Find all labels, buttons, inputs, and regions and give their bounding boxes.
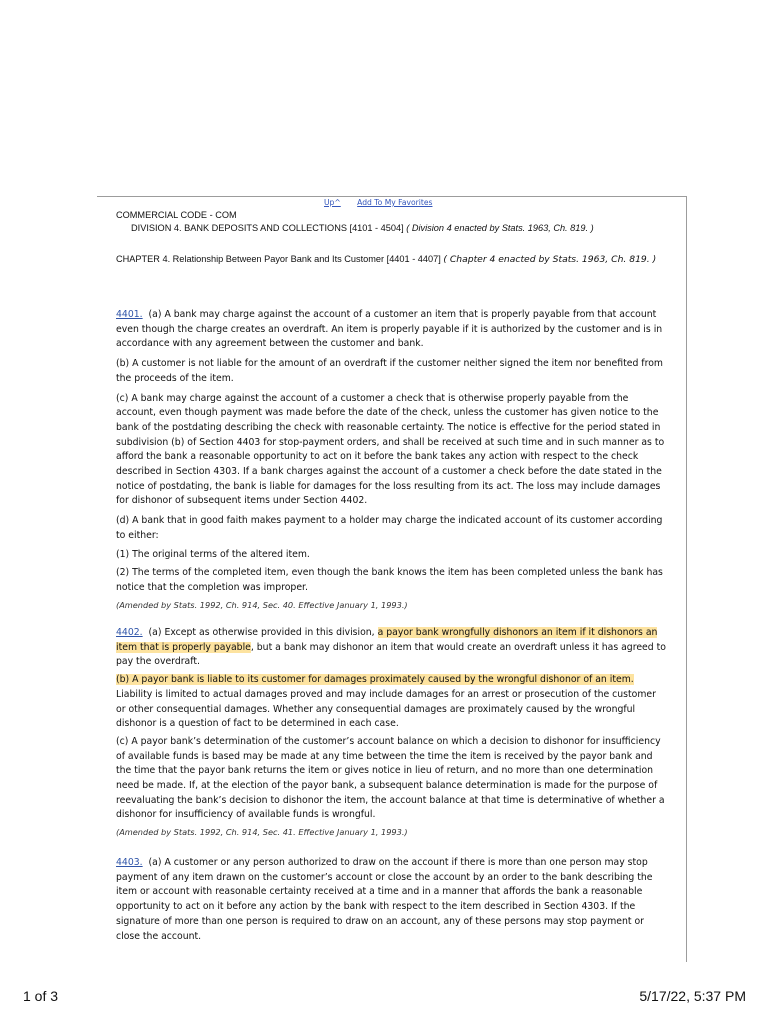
section-4403-link[interactable]: 4403. [116,857,143,868]
page-counter: 1 of 3 [23,988,59,1004]
section-4401-b: (b) A customer is not liable for the amount of an overdraft if the customer neither signed the item nor benefited from the proceeds of the item. [116,358,663,384]
section-4401-a-text: (a) A bank may charge against the account of a customer an item that is properly payable from that account even though the charge creates an overdraft. An item is properly payable if it is authorized by the customer and is in accordance with any agreement between the customer and bank. [116,309,663,350]
document-frame [97,196,687,962]
section-4402-b-highlight: (b) A payor bank is liable to its customer for damages proximately caused by the wrongful dishonor of an item. [116,674,634,686]
section-4402-amendment: (Amended by Stats. 1992, Ch. 914, Sec. 41. Effective January 1, 1993.) [116,827,408,838]
chapter-label: CHAPTER 4. Relationship Between Payor Bank and Its Customer [4401 - 4407] [116,254,441,264]
section-4403 [116,856,668,944]
top-links [324,198,484,208]
section-4403-a [116,856,668,944]
up-link[interactable]: Up^ [324,198,341,207]
section-4402 [116,626,668,840]
section-4402-c: (c) A payor bank’s determination of the customer’s account balance on which a decision to dishonor for insufficiency of available funds is based may be made at any time between the time the item is received by the payor bank and the time that the payor bank returns the item or gives notice in lieu of return, and no more than one determination need be made. If, at the election of the payor bank, a subsequent balance determination is made for the purpose of reevaluating the bank’s decision to dishonor the item, the account balance at that time is determinative of whether a dishonor for insufficiency of available funds is wrongful. [116,735,665,821]
section-4401-d2: (2) The terms of the completed item, even though the bank knows the item has been completed unless the bank has notice that the completion was improper. [116,567,663,593]
section-4401-link[interactable]: 4401. [116,309,143,320]
section-4402-b [116,673,668,732]
division-note: ( Division 4 enacted by Stats. 1963, Ch. 819. ) [406,223,594,233]
section-4402-a [116,626,668,670]
chapter-title [116,252,668,267]
division-title [116,222,668,235]
section-4401 [116,308,668,612]
section-4401-amendment: (Amended by Stats. 1992, Ch. 914, Sec. 40. Effective January 1, 1993.) [116,599,408,610]
chapter-note: ( Chapter 4 enacted by Stats. 1963, Ch. 819. ) [443,254,657,265]
section-4401-d1: (1) The original terms of the altered item. [116,548,310,560]
section-4403-a-text: (a) A customer or any person authorized to draw on the account if there is more than one person may stop payment of any item drawn on the customer’s account or close the account by an order to the bank describing the item or account with reasonable certainty received at a time and in a manner that affords the bank a reasonable opportunity to act on it before any action by the bank with respect to the item described in Section 4303. If the signature of more than one person is required to draw on an account, any of these persons may stop payment or close the account. [116,857,653,942]
section-4402-a-highlight: a payor bank wrongfully dishonors an item if it dishonors an item that is properly payable [116,627,658,653]
print-timestamp: 5/17/22, 5:37 PM [639,988,746,1004]
section-4401-c: (c) A bank may charge against the account of a customer a check that is otherwise properly payable from the account, even though payment was made before the date of the check, unless the customer has given notice to the bank of the postdating describing the check with reasonable certainty. The notice is effective for the period stated in subdivision (b) of Section 4403 for stop-payment orders, and shall be received at such time and in such manner as to afford the bank a reasonable opportunity to act on it before the bank takes any action with respect to the check described in Section 4303. If a bank charges against the account of a customer a check before the date stated in the notice of postdating, the bank is liable for damages for the loss resulting from its act. The loss may include damages for dishonor of subsequent items under Section 4402. [116,392,665,507]
division-label: DIVISION 4. BANK DEPOSITS AND COLLECTIONS [4101 - 4504] [131,223,404,233]
section-4401-a [116,308,668,352]
add-to-favorites-link[interactable]: Add To My Favorites [357,198,433,207]
section-4402-b-post: Liability is limited to actual damages proved and may include damages for an arrest or prosecution of the customer or other consequential damages. Whether any consequential damages are proximately caused by the wrongful dishonor is a question of fact to be determined in each case. [116,688,656,730]
section-4402-a-post: , but a bank may dishonor an item that would create an overdraft unless it has agreed to pay the overdraft. [116,641,666,668]
section-4402-link[interactable]: 4402. [116,627,143,638]
section-4402-a-pre: (a) Except as otherwise provided in this division, [148,627,378,638]
section-4401-d: (d) A bank that in good faith makes payment to a holder may charge the indicated account of its customer according to either: [116,515,663,541]
code-title: COMMERCIAL CODE - COM [116,210,237,220]
